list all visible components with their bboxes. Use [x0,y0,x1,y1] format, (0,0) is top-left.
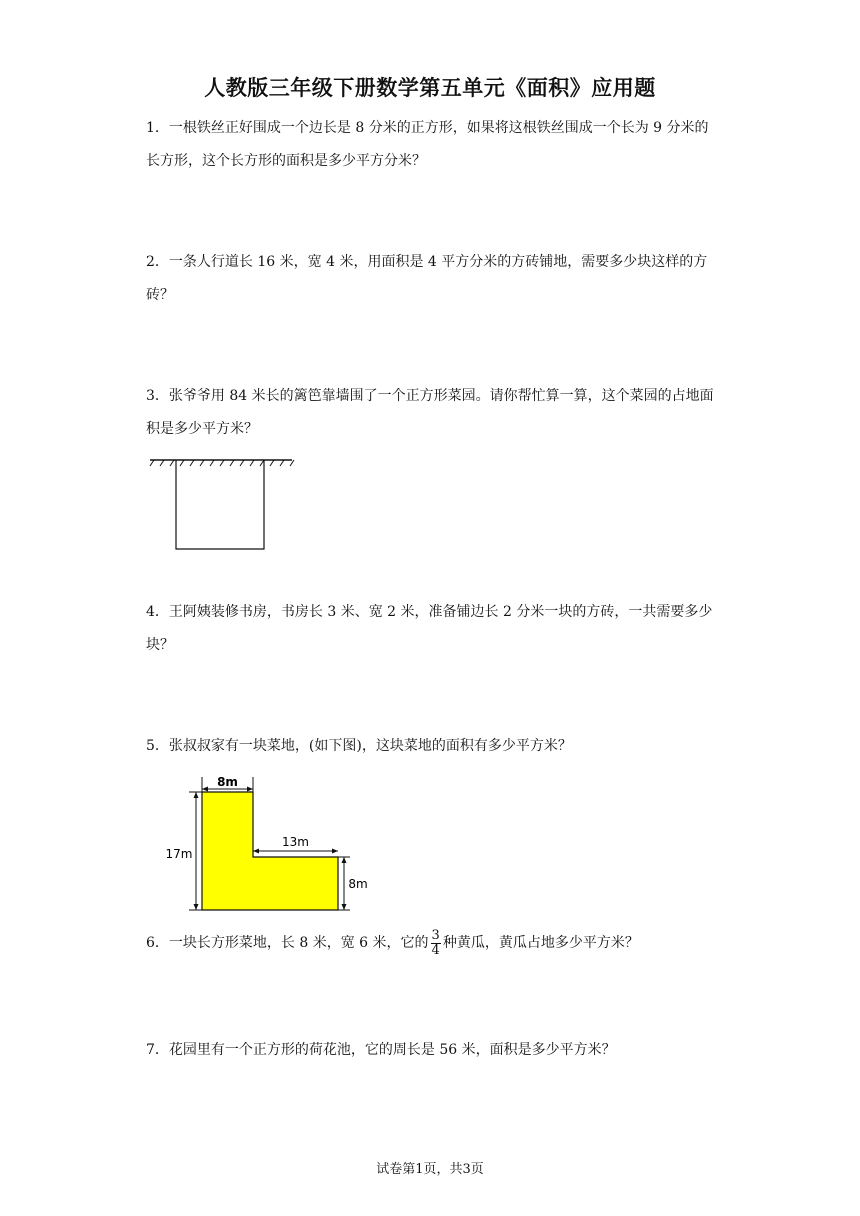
question-number: 1． [146,120,169,136]
question-number: 6． [146,935,169,951]
question-7 [146,1034,720,1067]
wall-garden-diagram [140,452,300,556]
left-height-label: 17m [165,847,193,861]
fence-square [176,460,264,549]
page-title: 人教版三年级下册数学第五单元《面积》应用题 [204,76,656,100]
page-footer: 试卷第1页，共3页 [376,1162,484,1177]
fraction-numerator: 3 [431,927,440,943]
top-width-label: 8m [217,775,238,789]
question-number: 7． [146,1042,169,1058]
question-2 [146,246,720,312]
question-text: 张爷爷用 84 米长的篱笆靠墙围了一个正方形菜园。请你帮忙算一算，这个菜园的占地面积是多少平方米？ [146,388,714,437]
inner-width-label: 13m [282,835,309,849]
question-1 [146,112,720,178]
question-text: 种黄瓜，黄瓜占地多少平方米？ [442,935,639,951]
question-number: 5． [146,738,169,754]
question-3 [146,380,720,446]
question-4 [146,596,720,662]
wall-hatching [150,460,294,466]
question-text: 花园里有一个正方形的荷花池，它的周长是 56 米，面积是多少平方米？ [168,1042,616,1058]
fraction-denominator: 4 [431,942,440,958]
l-shape-diagram [160,772,380,917]
right-height-label: 8m [348,877,368,891]
question-6 [146,925,720,961]
question-number: 2． [146,254,169,270]
question-text: 一条人行道长 16 米，宽 4 米，用面积是 4 平方分米的方砖铺地，需要多少块这样的方砖？ [146,254,708,303]
question-number: 4． [146,604,169,620]
question-text: 一块长方形菜地，长 8 米，宽 6 米，它的 [168,935,429,951]
question-text: 张叔叔家有一块菜地，(如下图)，这块菜地的面积有多少平方米？ [168,738,572,754]
question-text: 王阿姨装修书房，书房长 3 米、宽 2 米，准备铺边长 2 分米一块的方砖，一共需要多少块？ [146,604,713,653]
question-5 [146,730,720,763]
fraction [431,929,441,958]
question-number: 3． [146,388,169,404]
question-text: 一根铁丝正好围成一个边长是 8 分米的正方形，如果将这根铁丝围成一个长为 9 分米的长方形，这个长方形的面积是多少平方分米？ [146,120,709,169]
